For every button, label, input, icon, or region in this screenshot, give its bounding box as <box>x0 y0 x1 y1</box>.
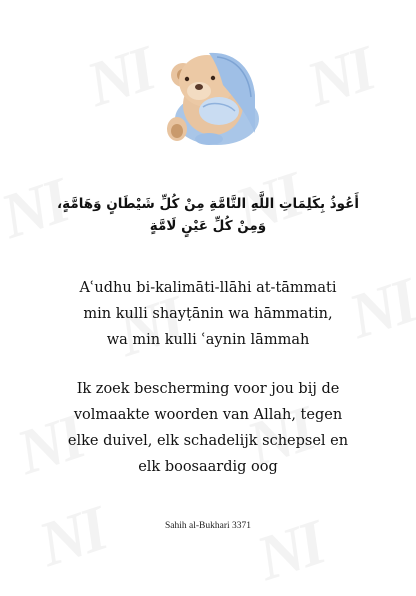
arabic-line-1: أَعُوذُ بِكَلِمَاتِ اللَّهِ التَّامَّةِ مِنْ كُلِّ شَيْطَانٍ وَهَامَّةٍ، <box>57 196 359 212</box>
transliteration-block <box>10 275 406 353</box>
arabic-line-2: وَمِنْ كُلِّ عَيْنٍ لَامَّةٍ <box>149 218 267 234</box>
transliteration-line-1: Aʿudhu bi-kalimāti-llāhi at-tāmmati <box>79 280 337 296</box>
translation-line-3: elke duivel, elk schadelijk schepsel en <box>67 433 349 449</box>
watermark-logo <box>30 492 113 582</box>
translation-line-2: volmaakte woorden van Allah, tegen <box>73 407 343 423</box>
teddy-bear-illustration <box>157 45 265 149</box>
arabic-supplication <box>10 193 406 237</box>
watermark-logo <box>298 32 381 122</box>
transliteration-line-3: wa min kulli ʿaynin lāmmah <box>106 332 310 348</box>
watermark-logo <box>78 32 161 122</box>
translation-line-1: Ik zoek bescherming voor jou bij de <box>76 381 340 397</box>
translation-block <box>10 376 406 480</box>
source-reference: Sahih al-Bukhari 3371 <box>164 521 251 531</box>
transliteration-line-2: min kulli shayṭānin wa hāmmatin, <box>83 306 333 322</box>
watermark-logo <box>248 506 331 596</box>
translation-line-4: elk boosaardig oog <box>138 459 278 475</box>
